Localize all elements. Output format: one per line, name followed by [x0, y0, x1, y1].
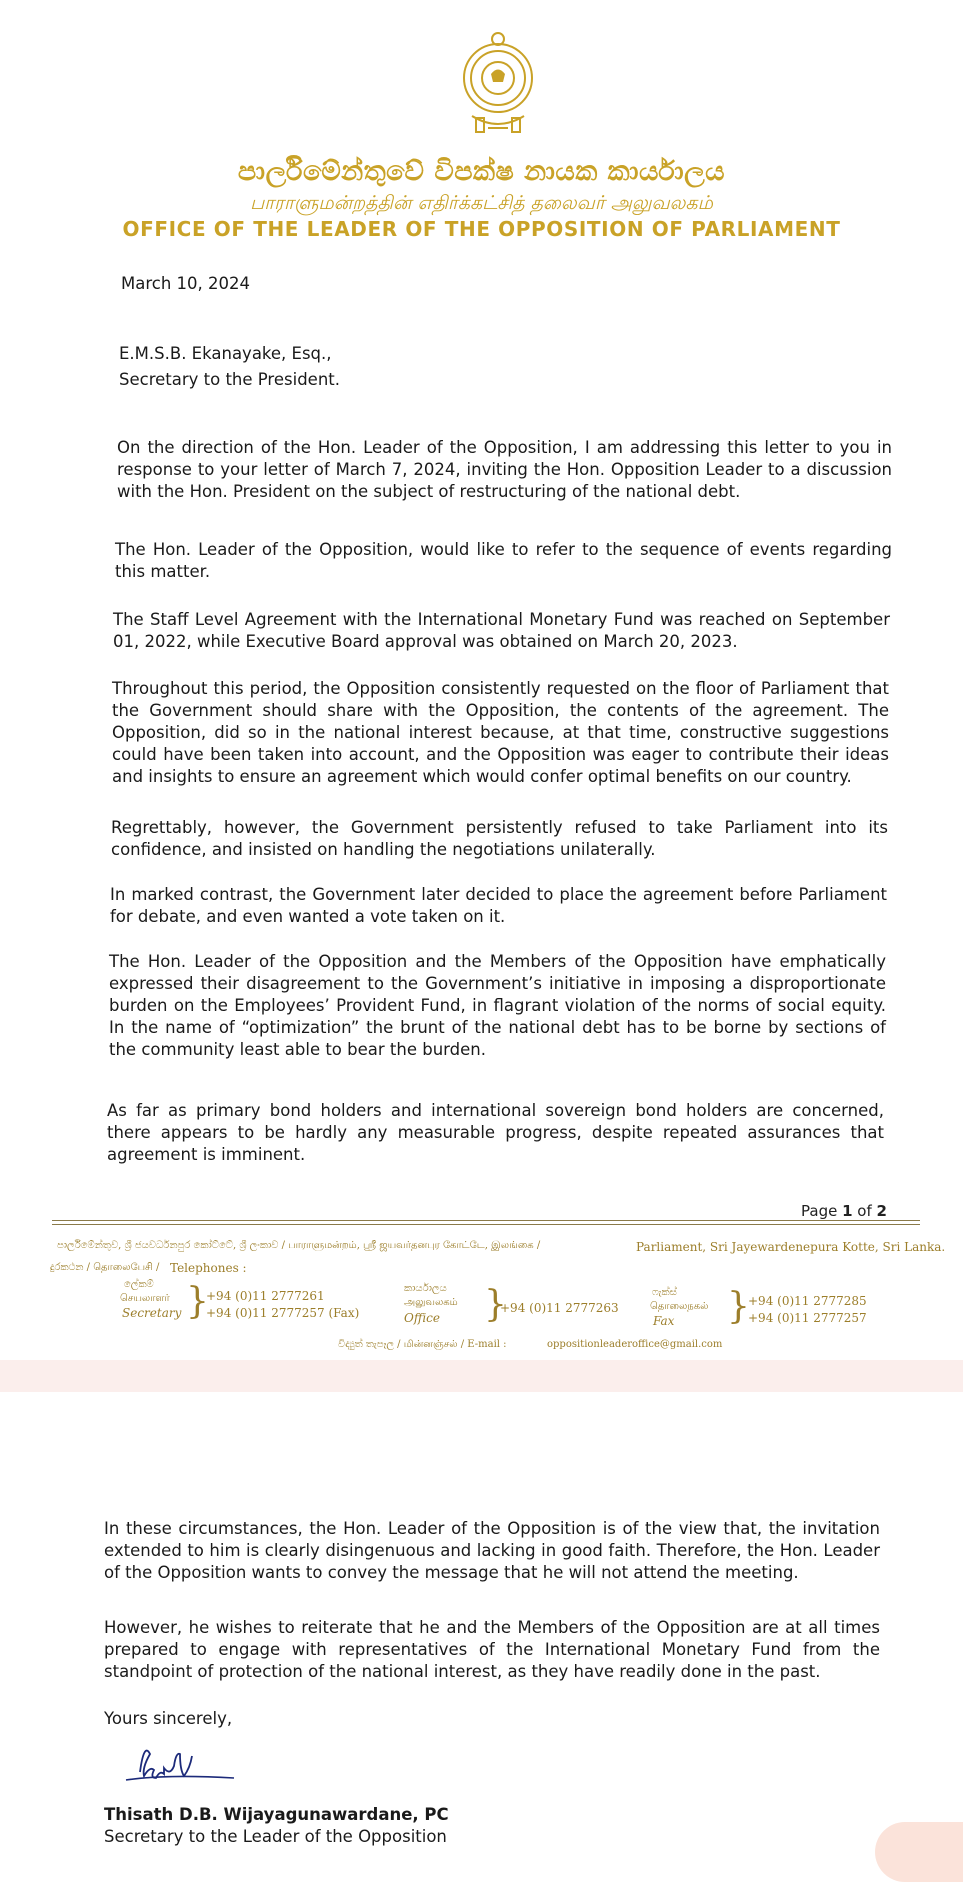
page-number: Page 1 of 2: [801, 1202, 887, 1220]
letterhead-sinhala-title: පාර්ලිමේන්තුවේ විපක්ෂ නායක කාර්යාලය: [237, 156, 726, 187]
national-emblem-icon: [458, 30, 538, 140]
footer-address-local: පාර්ලිමේන්තුව, ශ්‍රී ජයවර්ධනපුර කෝට්ටේ, ශ්‍රී ලංකාව / பாராளுமன்றம், ஸ்ரீ ஜயவர்தனபுர கோட்டே, இலங்கை /: [57, 1240, 541, 1251]
brace: }: [727, 1286, 750, 1327]
fax-phone-2: +94 (0)11 2777257: [748, 1311, 867, 1325]
letter-paragraph: On the direction of the Hon. Leader of the Opposition, I am addressing this letter to you in response to your letter of March 7, 2024, inviting the Hon. Opposition Leader to a discussion with the Hon. President on the subject of restructuring of the national debt.: [117, 438, 892, 501]
fax-label-si: ෆැක්ස්: [652, 1287, 677, 1298]
signatory-title: Secretary to the Leader of the Opposition: [104, 1827, 447, 1846]
brace: }: [186, 1281, 209, 1322]
office-label-si: කාර්යාලය: [404, 1283, 447, 1294]
fax-phone: +94 (0)11 2777285: [748, 1294, 867, 1308]
office-label: Office: [404, 1311, 440, 1325]
letter-paragraph: As far as primary bond holders and international sovereign bond holders are concerned, there appears to be hardly any measurable progress, despite repeated assurances that agreement is imminent.: [107, 1101, 884, 1164]
letter-paragraph: The Hon. Leader of the Opposition and the Members of the Opposition have emphatically expressed their disagreement to the Government’s initiative in imposing a disproportionate burden on the Employees’ Provident Fund, in flagrant violation of the norms of social equity. In the name of “optimization” the brunt of the national debt has to be borne by sections of the community least able to bear the burden.: [109, 952, 886, 1059]
signature-icon: [120, 1730, 250, 1800]
signatory-name: Thisath D.B. Wijayagunawardane, PC: [104, 1805, 449, 1824]
footer-address: Parliament, Sri Jayewardenepura Kotte, Sri Lanka.: [636, 1240, 946, 1254]
brace: }: [484, 1284, 507, 1325]
secretary-phone: +94 (0)11 2777261: [206, 1289, 325, 1303]
office-phone: +94 (0)11 2777263: [500, 1301, 619, 1315]
footer-telephones-local: දුරකථන / தொலைபேசி /: [50, 1262, 160, 1273]
footer-divider: [52, 1224, 920, 1225]
letter-paragraph: In these circumstances, the Hon. Leader of the Opposition is of the view that, the invitation extended to him is clearly disingenuous and lacking in good faith. Therefore, the Hon. Leader of the Opposition wants to convey the message that he will not attend the meeting.: [104, 1519, 880, 1582]
letter-paragraph: The Staff Level Agreement with the International Monetary Fund was reached on September 01, 2022, while Executive Board approval was obtained on March 20, 2023.: [113, 610, 890, 651]
letter-paragraph: However, he wishes to reiterate that he and the Members of the Opposition are at all times prepared to engage with representatives of the International Monetary Fund from the standpoint of protection of the national interest, as they have readily done in the past.: [104, 1618, 880, 1681]
footer-email[interactable]: oppositionleaderoffice@gmail.com: [547, 1339, 723, 1350]
letter-paragraph: Throughout this period, the Opposition consistently requested on the floor of Parliament that the Government should share with the Opposition, the contents of the agreement. The Opposition, did so in the national interest because, at that time, constructive suggestions could have been taken into account, and the Opposition was eager to contribute their ideas and insights to ensure an agreement which would confer optimal benefits on our country.: [112, 679, 889, 786]
letterhead-tamil-title: பாராளுமன்றத்தின் எதிர்க்கட்சித் தலைவர் அலுவலகம்: [250, 192, 713, 214]
footer-divider: [52, 1220, 920, 1221]
office-label-ta: அலுவலகம்: [404, 1297, 458, 1308]
fax-label: Fax: [653, 1314, 675, 1328]
secretary-fax: +94 (0)11 2777257 (Fax): [206, 1306, 360, 1320]
letter-paragraph: In marked contrast, the Government later decided to place the agreement before Parliament for debate, and even wanted a vote taken on it.: [110, 885, 887, 926]
letterhead-english-title: OFFICE OF THE LEADER OF THE OPPOSITION OF PARLIAMENT: [122, 217, 841, 241]
recipient-name: E.M.S.B. Ekanayake, Esq.,: [119, 344, 332, 363]
footer-telephones-label: Telephones :: [170, 1261, 247, 1275]
letter-paragraph: Regrettably, however, the Government persistently refused to take Parliament into its confidence, and insisted on handling the negotiations unilaterally.: [111, 818, 888, 859]
footer-email-label: විද්‍යුත් තැපෑල / மின்னஞ்சல் / E-mail :: [338, 1339, 507, 1350]
fax-label-ta: தொலைநகல்: [650, 1301, 709, 1312]
scan-smudge: [875, 1822, 963, 1882]
letter-paragraph: The Hon. Leader of the Opposition, would like to refer to the sequence of events regarding this matter.: [115, 540, 892, 581]
recipient-title: Secretary to the President.: [119, 370, 340, 389]
secretary-label: Secretary: [122, 1306, 182, 1320]
closing: Yours sincerely,: [104, 1709, 233, 1728]
secretary-label-si: ලේකම්: [124, 1279, 154, 1290]
secretary-label-ta: செயலாளர்: [120, 1293, 170, 1304]
page-separator: [0, 1360, 963, 1392]
letter-date: March 10, 2024: [121, 274, 251, 293]
